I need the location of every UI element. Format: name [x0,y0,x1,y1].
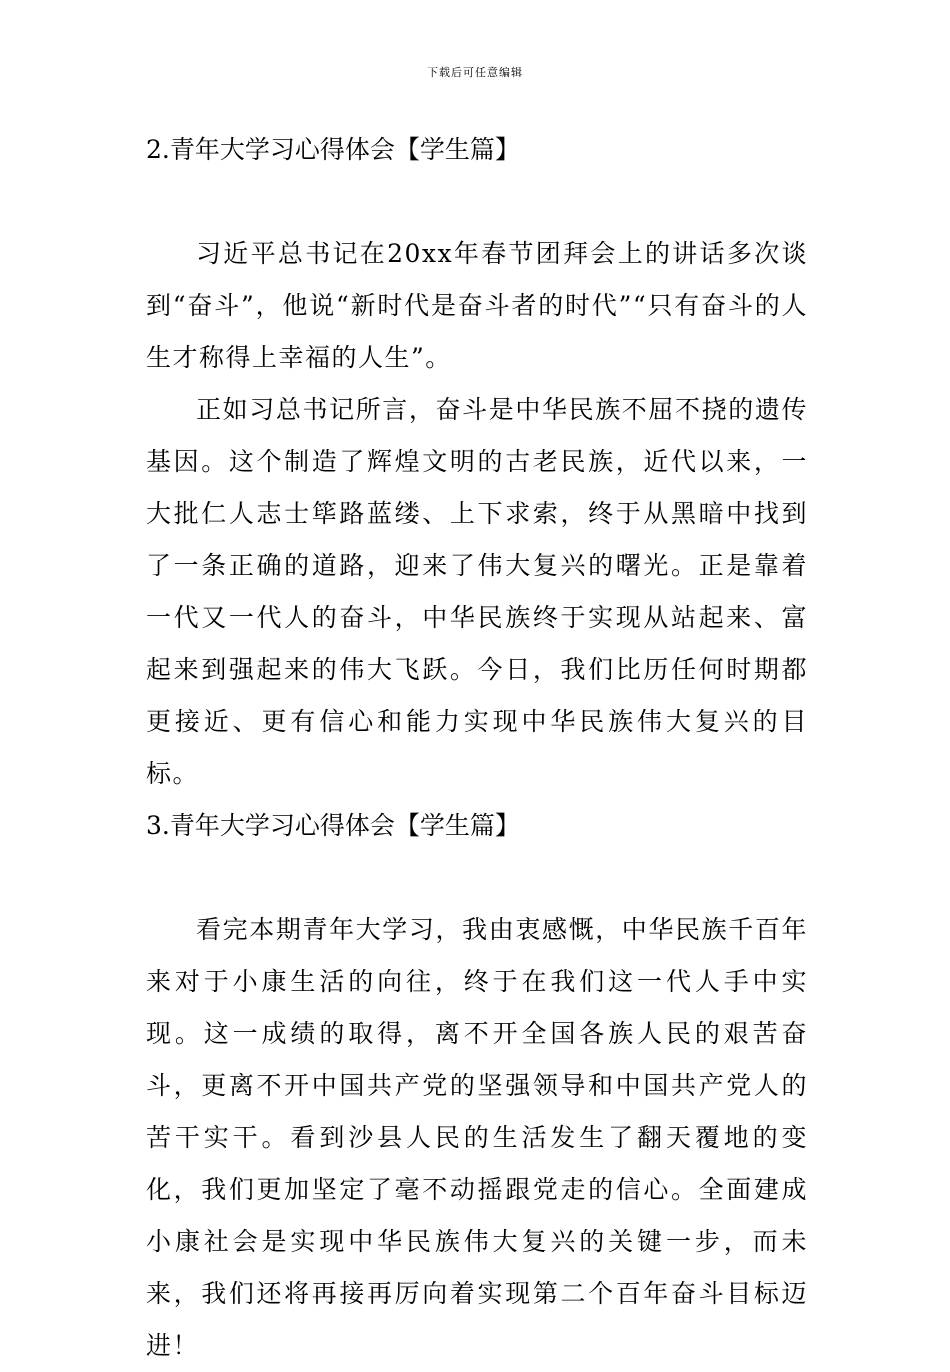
paragraph: 正如习总书记所言，奋斗是中华民族不屈不挠的遗传基因。这个制造了辉煌文明的古老民族，近代以来，一大批仁人志士筚路蓝缕、上下求索，终于从黑暗中找到了一条正确的道路，迎来了伟大复兴的曙光。正是靠着一代又一代人的奋斗，中华民族终于实现从站起来、富起来到强起来的伟大飞跃。今日，我们比历任何时期都更接近、更有信心和能力实现中华民族伟大复兴的目标。 [146,395,808,788]
section-3 [146,800,808,1372]
paragraph: 习近平总书记在20xx年春节团拜会上的讲话多次谈到“奋斗”，他说“新时代是奋斗者的时代”“只有奋斗的人生才称得上幸福的人生”。 [146,239,808,372]
paragraph: 看完本期青年大学习，我由衷感慨，中华民族千百年来对于小康生活的向往，终于在我们这一代人手中实现。这一成绩的取得，离不开全国各族人民的艰苦奋斗，更离不开中国共产党的坚强领导和中国共产党人的苦干实干。看到沙县人民的生活发生了翻天覆地的变化，我们更加坚定了毫不动摇跟党走的信心。全面建成小康社会是实现中华民族伟大复兴的关键一步，而未来，我们还将再接再厉向着实现第二个百年奋斗目标迈进！ [146,915,808,1360]
section-2 [146,124,808,800]
section-heading: 2.青年大学习心得体会【学生篇】 [146,135,520,164]
section-heading: 3.青年大学习心得体会【学生篇】 [146,811,520,840]
blank-line [146,176,808,228]
blank-line [146,852,808,904]
document-body [146,124,808,1372]
page-header: 下载后可任意编辑 [427,66,523,79]
